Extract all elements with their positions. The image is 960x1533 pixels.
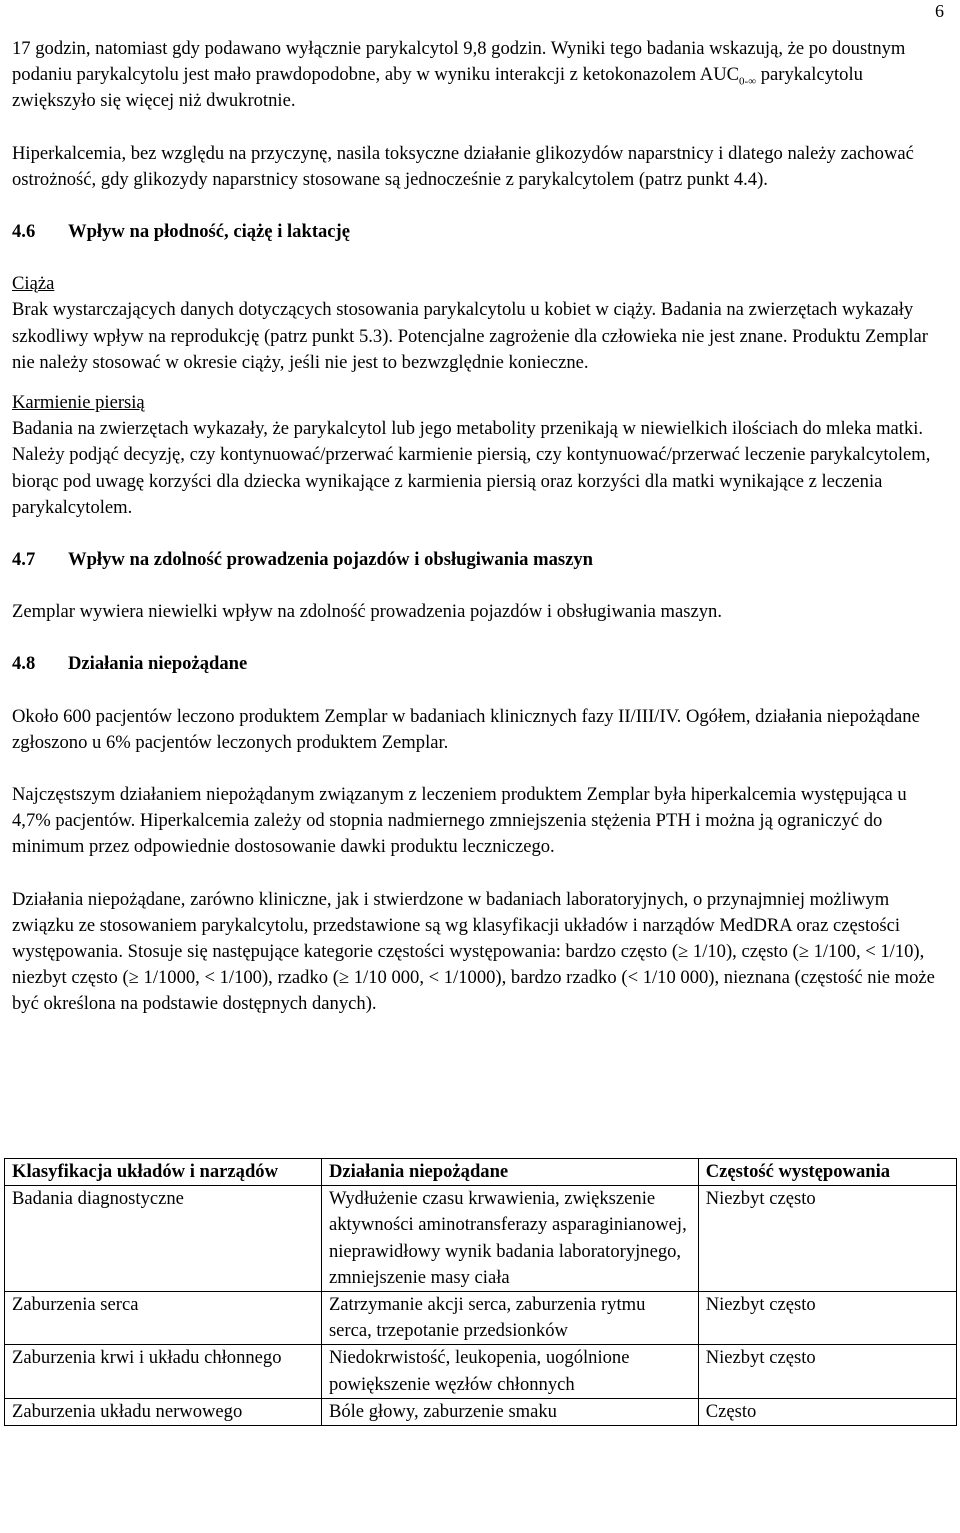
table-cell: Często: [698, 1398, 956, 1425]
section-4-8-heading: 4.8 Działania niepożądane: [12, 653, 248, 675]
table-header-cell: Klasyfikacja układów i narządów: [5, 1159, 322, 1186]
table-cell: Niezbyt często: [698, 1292, 956, 1345]
table-cell: Niezbyt często: [698, 1345, 956, 1398]
table-cell: Zaburzenia krwi i układu chłonnego: [5, 1345, 322, 1398]
hypercalcemia-paragraph: Hiperkalcemia, bez względu na przyczynę, nasila toksyczne działanie glikozydów naparstnicy i dlatego należy zachować ostrożność, gdy glikozydy naparstnicy stosowane są jednocześnie z parykalcytolem (patrz punkt 4.4).: [12, 142, 914, 190]
auc-subscript: 0-∞: [739, 75, 757, 88]
table-row: [5, 1398, 957, 1425]
table-row: [5, 1186, 957, 1292]
table-row: [5, 1345, 957, 1398]
table-header-row: [5, 1159, 957, 1186]
section-4-6-heading: 4.6 Wpływ na płodność, ciążę i laktację: [12, 221, 351, 243]
table-header-cell: Częstość występowania: [698, 1159, 956, 1186]
table-cell: Wydłużenie czasu krwawienia, zwiększenie aktywności aminotransferazy asparaginianowej, nieprawidłowy wynik badania laboratoryjnego, zmniejszenie masy ciała: [321, 1186, 698, 1292]
table-cell: Badania diagnostyczne: [5, 1186, 322, 1292]
adverse-effects-paragraph-1: Około 600 pacjentów leczono produktem Zemplar w badaniach klinicznych fazy II/III/IV. Ogółem, działania niepożądane zgłoszono u 6% pacjentów leczonych produktem Zemplar.: [12, 705, 920, 753]
driving-paragraph: Zemplar wywiera niewielki wpływ na zdolność prowadzenia pojazdów i obsługiwania maszyn.: [12, 601, 722, 623]
adverse-reactions-table: [4, 1158, 957, 1426]
table-row: [5, 1292, 957, 1345]
document-body: [12, 36, 947, 1018]
table-cell: Niezbyt często: [698, 1186, 956, 1292]
intro-paragraph: 17 godzin, natomiast gdy podawano wyłącznie parykalcytol 9,8 godzin. Wyniki tego badania wskazują, że po doustnym podaniu parykalcytolu jest mało prawdopodobne, aby w wyniku interakcji z ketokonazolem $AUC_{0-\infty}$ parykalcytolu zwiększyło się więcej niż dwukrotnie.: [12, 38, 906, 112]
pregnancy-subheading: Ciąża: [12, 273, 55, 295]
table-cell: Niedokrwistość, leukopenia, uogólnione powiększenie węzłów chłonnych: [321, 1345, 698, 1398]
table-cell: Zaburzenia układu nerwowego: [5, 1398, 322, 1425]
adverse-effects-paragraph-2: Najczęstszym działaniem niepożądanym związanym z leczeniem produktem Zemplar była hiperkalcemia występująca u 4,7% pacjentów. Hiperkalcemia zależy od stopnia nadmiernego zmniejszenia stężenia PTH i można ją ograniczyć do minimum przez odpowiednie dostosowanie dawki produktu leczniczego.: [12, 784, 907, 858]
pregnancy-paragraph: Brak wystarczających danych dotyczących stosowania parykalcytolu u kobiet w ciąży. Badania na zwierzętach wykazały szkodliwy wpływ na reprodukcję (patrz punkt 5.3). Potencjalne zagrożenie dla człowieka nie jest znane. Produktu Zemplar nie należy stosować w okresie ciąży, jeśli nie jest to bezwzględnie konieczne.: [12, 299, 928, 373]
breastfeeding-subheading: Karmienie piersią: [12, 392, 145, 414]
table-header-cell: Działania niepożądane: [321, 1159, 698, 1186]
page-number: 6: [935, 1, 944, 21]
table-cell: Zatrzymanie akcji serca, zaburzenia rytmu serca, trzepotanie przedsionków: [321, 1292, 698, 1345]
section-4-7-heading: 4.7 Wpływ na zdolność prowadzenia pojazdów i obsługiwania maszyn: [12, 549, 594, 571]
breastfeeding-paragraph: Badania na zwierzętach wykazały, że parykalcytol lub jego metabolity przenikają w niewielkich ilościach do mleka matki. Należy podjąć decyzję, czy kontynuować/przerwać karmienie piersią, czy kontynuować/przerwać leczenie parykalcytolem, biorąc pod uwagę korzyści dla dziecka wynikające z karmienia piersią oraz korzyści dla matki wynikające z leczenia parykalcytolem.: [12, 418, 931, 518]
table-cell: Zaburzenia serca: [5, 1292, 322, 1345]
adverse-effects-paragraph-3: Działania niepożądane, zarówno kliniczne, jak i stwierdzone w badaniach laboratoryjnych, o przynajmniej możliwym związku ze stosowaniem parykalcytolu, przedstawione są wg klasyfikacji układów i narządów MedDRA oraz częstości występowania. Stosuje się następujące kategorie częstości występowania: bardzo często (≥ 1/10), często (≥ 1/100, < 1/10), niezbyt często (≥ 1/1000, < 1/100), rzadko (≥ 1/10 000, < 1/1000), bardzo rzadko (< 1/10 000), nieznana (częstość nie może być określona na podstawie dostępnych danych).: [12, 888, 935, 1015]
table-cell: Bóle głowy, zaburzenie smaku: [321, 1398, 698, 1425]
